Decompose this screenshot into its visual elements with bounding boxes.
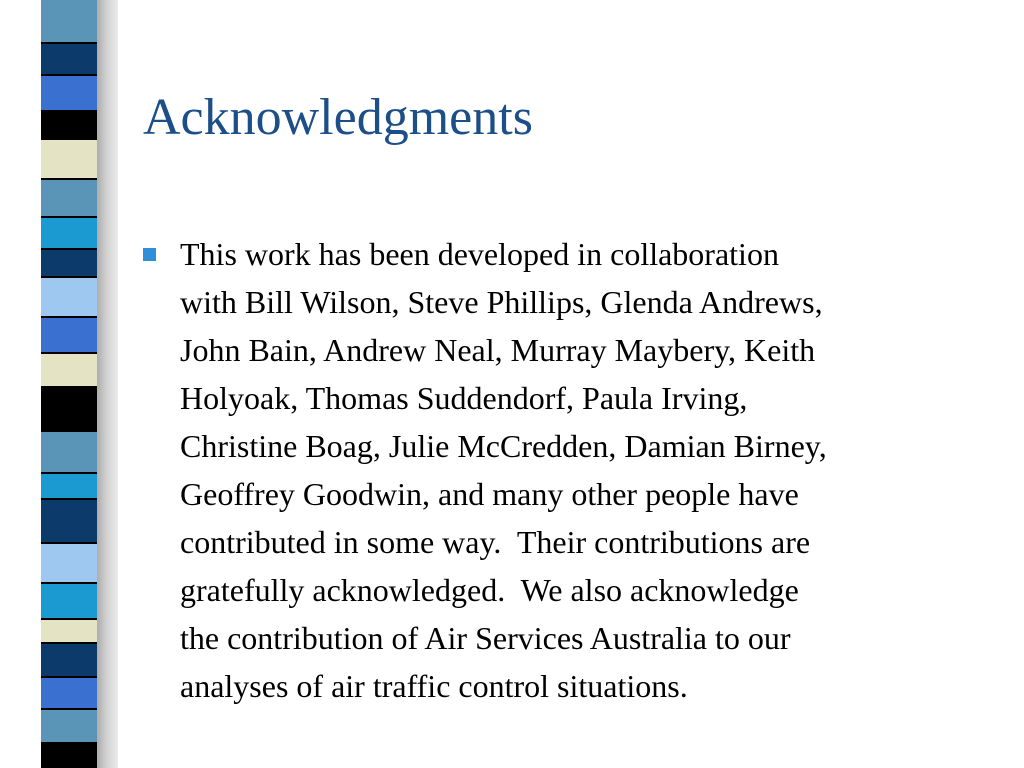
bullet-text-line: Christine Boag, Julie McCredden, Damian Birney, — [180, 428, 827, 464]
strip-block — [41, 278, 97, 318]
strip-block — [41, 318, 97, 354]
square-bullet-icon — [143, 248, 156, 261]
strip-block — [41, 544, 97, 584]
bullet-text — [180, 230, 1003, 710]
strip-block — [41, 432, 97, 474]
strip-block — [41, 250, 97, 278]
strip-block — [41, 218, 97, 250]
strip-block — [41, 744, 97, 768]
slide-title: Acknowledgments — [143, 89, 533, 146]
bullet-text-line: John Bain, Andrew Neal, Murray Maybery, Keith — [180, 332, 816, 368]
strip-block — [41, 112, 97, 140]
decorative-color-strip — [41, 0, 97, 768]
bullet-text-line: contributed in some way. Their contributions are — [180, 524, 811, 560]
decorative-strip-shadow — [96, 0, 118, 768]
bullet-text-line: gratefully acknowledged. We also acknowledge — [180, 572, 799, 608]
bullet-text-line: Geoffrey Goodwin, and many other people have — [180, 476, 799, 512]
strip-block — [41, 584, 97, 620]
strip-block — [41, 180, 97, 218]
bullet-text-line: analyses of air traffic control situations. — [180, 668, 688, 704]
strip-block — [41, 140, 97, 180]
strip-block — [41, 76, 97, 112]
bullet-text-line: the contribution of Air Services Australia to our — [180, 620, 791, 656]
strip-block — [41, 474, 97, 500]
strip-block — [41, 620, 97, 644]
strip-block — [41, 678, 97, 710]
strip-block — [41, 644, 97, 678]
bullet-text-line: with Bill Wilson, Steve Phillips, Glenda Andrews, — [180, 284, 823, 320]
strip-block — [41, 354, 97, 388]
strip-block — [41, 500, 97, 544]
strip-block — [41, 44, 97, 76]
bullet-text-line: Holyoak, Thomas Suddendorf, Paula Irving, — [180, 380, 748, 416]
strip-block — [41, 388, 97, 432]
bullet-text-line: This work has been developed in collaboration — [180, 236, 779, 272]
strip-block — [41, 0, 97, 44]
bullet-list — [143, 230, 1003, 710]
strip-block — [41, 710, 97, 744]
